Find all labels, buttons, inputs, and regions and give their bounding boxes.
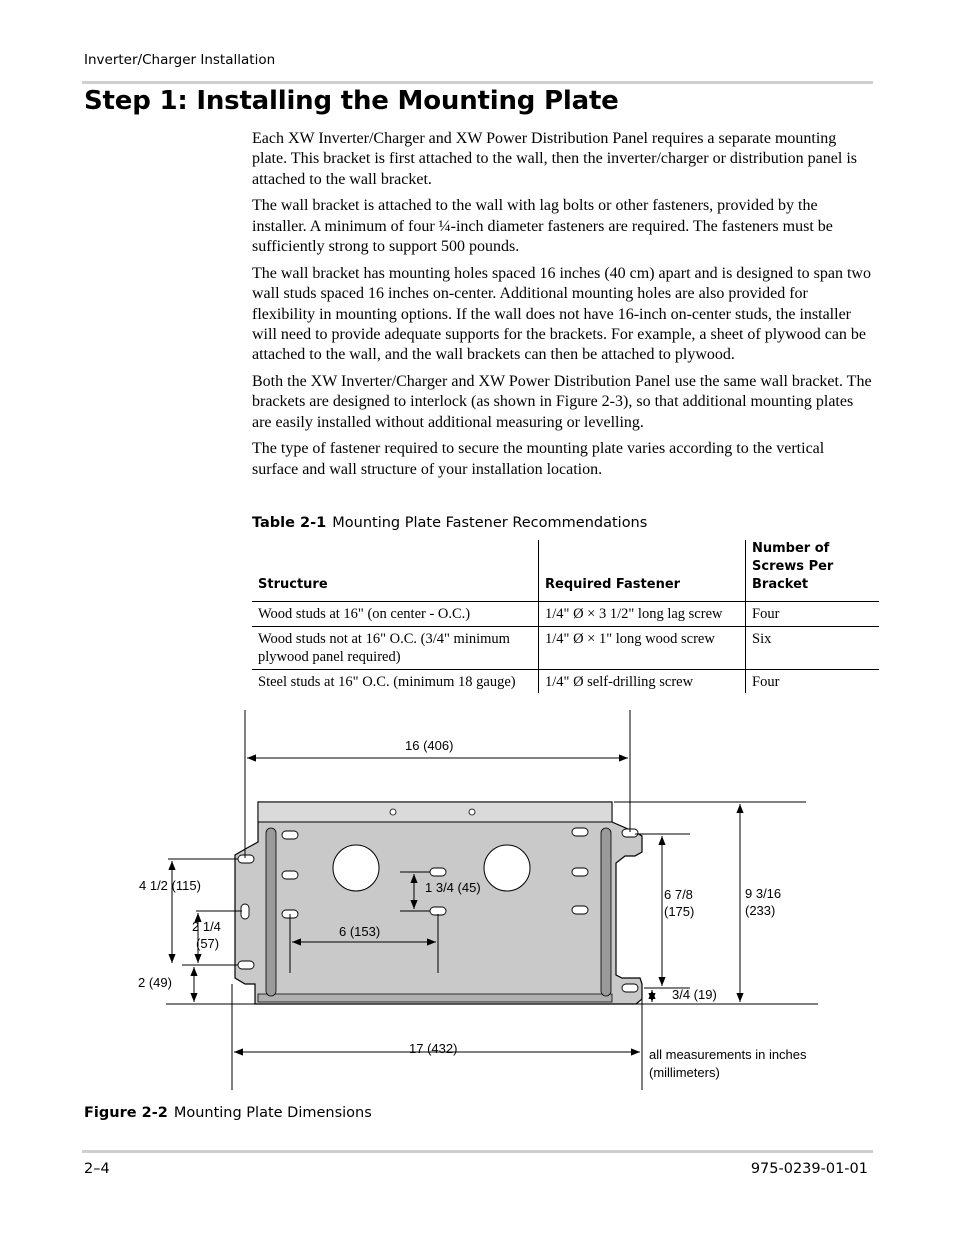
mounting-plate [235, 802, 642, 1004]
top-flange [258, 802, 612, 822]
running-header: Inverter/Charger Installation [84, 52, 276, 68]
page-number: 2–4 [84, 1161, 110, 1177]
document-number: 975-0239-01-01 [750, 1161, 868, 1177]
dim-center-vertical: 1 3/4 (45) [425, 880, 481, 895]
paragraph: Both the XW Inverter/Charger and XW Power Distribution Panel use the same wall bracket. The brackets are designed to interlock (as shown in Figure 2-3), so that additional mounting plates are easily installed without additional measuring or levelling. [252, 373, 872, 431]
large-hole [484, 845, 530, 891]
table-cell: Steel studs at 16" O.C. (minimum 18 gauge) [258, 673, 516, 690]
table-caption-text: Mounting Plate Fastener Recommendations [332, 515, 648, 531]
column-header-structure: Structure [252, 540, 539, 602]
table-cell: 1/4" Ø × 3 1/2" long lag screw [539, 602, 746, 627]
column-header-fastener: Required Fastener [539, 540, 746, 602]
dim-right-inner-a: 6 7/8 [664, 887, 693, 902]
figure-caption [84, 1105, 372, 1121]
right-rib [601, 828, 611, 996]
dim-right-inner-b: (175) [664, 904, 695, 919]
left-rib [266, 828, 276, 996]
measurement-note-line1: all measurements in inches [649, 1047, 807, 1062]
table-cell: Four [746, 602, 880, 627]
bottom-rail [258, 994, 612, 1002]
large-hole [333, 845, 379, 891]
dim-right-low: 3/4 (19) [672, 987, 717, 1002]
dim-right-outer-b: (233) [745, 903, 776, 918]
paragraph: The type of fastener required to secure the mounting plate varies according to the vertical surface and wall structure of your installation location. [252, 440, 825, 478]
table-cell: Wood studs at 16" (on center - O.C.) [252, 602, 539, 627]
dim-left-mid-a: 2 1/4 [192, 919, 221, 934]
small-hole [469, 809, 475, 815]
dim-center-horizontal: 6 (153) [339, 924, 381, 939]
dim-left-low: 2 (49) [138, 975, 172, 990]
small-hole [390, 809, 396, 815]
figure-caption-label: Figure 2-2 [84, 1105, 168, 1121]
dim-top-width: 16 (406) [405, 738, 454, 753]
paragraph: The wall bracket is attached to the wall with lag bolts or other fasteners, provided by the installer. A minimum of four ¼-inch diameter fasteners are required. The fasteners must be sufficiently strong to support 500 pounds. [252, 197, 833, 256]
table-cell: Four [746, 669, 880, 693]
paragraph: The wall bracket has mounting holes spaced 16 inches (40 cm) apart and is designed to span two wall studs spaced 16 inches on-center. Additional mounting holes are also provided for flexibility in mounting options. If the wall does not have 16-inch on-center studs, the installer will need to provide adequate supports for the brackets. For example, a sheet of plywood can be attached to the wall, and the wall brackets can then be attached to plywood. [252, 264, 871, 364]
table-caption-label: Table 2-1 [252, 515, 327, 531]
dim-bottom-width: 17 (432) [409, 1041, 458, 1056]
dim-right-outer-a: 9 3/16 [745, 886, 782, 901]
table-cell: 1/4" Ø × 1" long wood screw [539, 626, 746, 669]
column-header-screws: Number of Screws Per Bracket [746, 540, 880, 602]
paragraph: Each XW Inverter/Charger and XW Power Distribution Panel requires a separate mounting plate. This bracket is first attached to the wall, then the inverter/charger or distribution panel is attached to the wall bracket. [252, 130, 857, 188]
dim-left-mid-b: (57) [196, 936, 220, 951]
table-cell: 1/4" Ø self-drilling screw [539, 669, 746, 693]
page-title: Step 1: Installing the Mounting Plate [84, 86, 619, 116]
dim-left-tall: 4 1/2 (115) [139, 878, 201, 893]
measurement-note-line2: (millimeters) [649, 1065, 720, 1080]
figure-caption-text: Mounting Plate Dimensions [173, 1105, 372, 1121]
footer-rule [82, 1150, 873, 1153]
table-cell: Wood studs not at 16" O.C. (3/4" minimum plywood panel required) [252, 626, 539, 669]
table-cell: Six [746, 626, 880, 669]
